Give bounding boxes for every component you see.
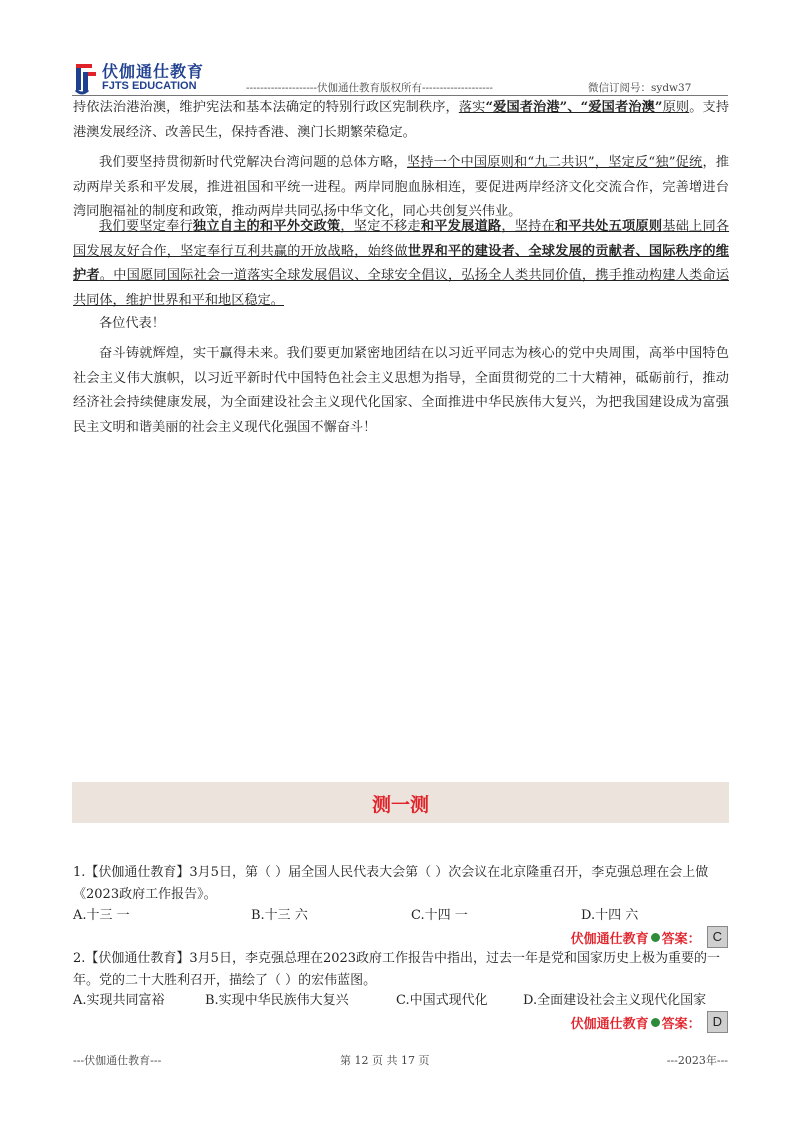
quiz-banner-title: 测一测	[371, 794, 429, 816]
text-span: ，坚定不移走	[340, 219, 421, 234]
paragraph-taiwan	[73, 151, 729, 225]
answer-value: C	[707, 926, 728, 948]
text-span: 。中国愿同国际社会一道落实全球发展倡议、全球安全倡议	[99, 268, 448, 283]
option-d: D.全面建设社会主义现代化国家	[523, 993, 707, 1008]
question-2-text: 2.【伏伽通仕教育】3月5日，李克强总理在2023政府工作报告中指出，过去一年是党和国家历史上极为重要的一年。党的二十大胜利召开，描绘了（ ）的宏伟蓝图。	[73, 951, 721, 988]
answer-label: 答案：	[661, 1016, 701, 1032]
paragraph-closing: 奋斗铸就辉煌，实干赢得未来。我们要更加紧密地团结在以习近平同志为核心的党中央周围，高举中国特色社会主义伟大旗帜，以习近平新时代中国特色社会主义思想为指导，全面贯彻党的二十大精神，砥砺前行，推动经济社会持续健康发展，为全面建设社会主义现代化国家、全面推进中华民族伟大复兴，为把我国建设成为富强民主文明和谐美丽的社会主义现代化强国不懈奋斗！	[73, 346, 729, 435]
option-c: C.十四 一	[411, 908, 468, 923]
option-d: D.十四 六	[581, 908, 639, 923]
answer-brand: 伏伽通仕教育	[570, 1016, 649, 1032]
text-span: ，坚持在	[501, 219, 555, 234]
bold-text: 世界和平的建设者、全球发展的贡献者、国际秩序的维护者	[73, 243, 729, 283]
green-dot-icon	[651, 1018, 660, 1027]
footer-page-number: 第 12 页 共 17 页	[340, 1054, 430, 1067]
footer-year: ---2023年---	[666, 1054, 728, 1067]
option-c: C.中国式现代化	[396, 993, 488, 1008]
text-span: 持依法治港治澳，维护宪法和基本法确定的特别行政区宪制秩序，	[73, 100, 459, 115]
answer-label: 答案：	[661, 931, 701, 947]
answer-brand: 伏伽通仕教育	[570, 931, 649, 947]
option-a: A.十三 一	[73, 908, 130, 923]
underlined-text: 落实	[458, 100, 486, 115]
header-wechat-id: 微信订阅号：sydw37	[588, 82, 692, 94]
answer-value: D	[707, 1011, 728, 1033]
bold-text: 和平发展道路	[420, 219, 502, 234]
option-b: B.实现中华民族伟大复兴	[205, 993, 349, 1008]
question-1-answer	[571, 926, 728, 948]
paragraph-hk-macau	[73, 96, 729, 145]
question-2-answer	[571, 1011, 728, 1033]
text-span: 我们要坚持贯彻新时代党解决台湾问题的总体方略，	[99, 155, 407, 170]
text-span: 基础上同各国发展友好合作，坚定奉行互利共赢的开放战略，始终做	[73, 219, 730, 259]
header-copyright: --------------------伏伽通仕教育版权所有--------------------	[246, 82, 493, 94]
question-1-text: 1.【伏伽通仕教育】3月5日，第（ ）届全国人民代表大会第（ ）次会议在北京隆重召开，李克强总理在会上做《2023政府工作报告》。	[73, 865, 709, 902]
text-span: ，弘扬全人类共同价值，携手推动构建人类命运共同体，维护世界和平和地区稳定。	[73, 268, 730, 308]
logo-english-name: FJTS EDUCATION	[102, 80, 197, 92]
brand-logo	[74, 58, 204, 98]
underlined-text: 坚持一个中国原则和“九二共识”，坚定反“独”促统	[406, 155, 703, 170]
footer-left: ---伏伽通仕教育---	[73, 1054, 162, 1067]
text-span: 。支持港澳发展经济、改善民生，保持香港、澳门长期繁荣稳定。	[73, 100, 730, 140]
paragraph-address: 各位代表！	[99, 316, 165, 331]
green-dot-icon	[651, 933, 660, 942]
option-a: A.实现共同富裕	[73, 993, 165, 1008]
logo-chinese-name: 伏伽通仕教育	[102, 62, 205, 81]
option-b: B.十三 六	[251, 908, 308, 923]
quiz-banner	[72, 782, 729, 823]
text-span: 我们要坚定奉行	[99, 219, 193, 234]
bold-text: 和平共处五项原则	[554, 219, 663, 234]
underlined-text: 原则	[662, 100, 690, 115]
fjts-logo-icon	[74, 58, 98, 96]
bold-text: 独立自主的和平外交政策	[192, 219, 341, 234]
text-span: ，推动两岸关系和平发展，推进祖国和平统一进程。两岸同胞血脉相连，要促进两岸经济文化交流合作，完善增进台湾同胞福祉的制度和政策，推动两岸共同弘扬中华文化，同心共创复兴伟业。	[73, 155, 730, 219]
paragraph-foreign-policy	[73, 215, 729, 313]
bold-underlined-text: “爱国者治港”、“爱国者治澳”	[485, 100, 663, 115]
